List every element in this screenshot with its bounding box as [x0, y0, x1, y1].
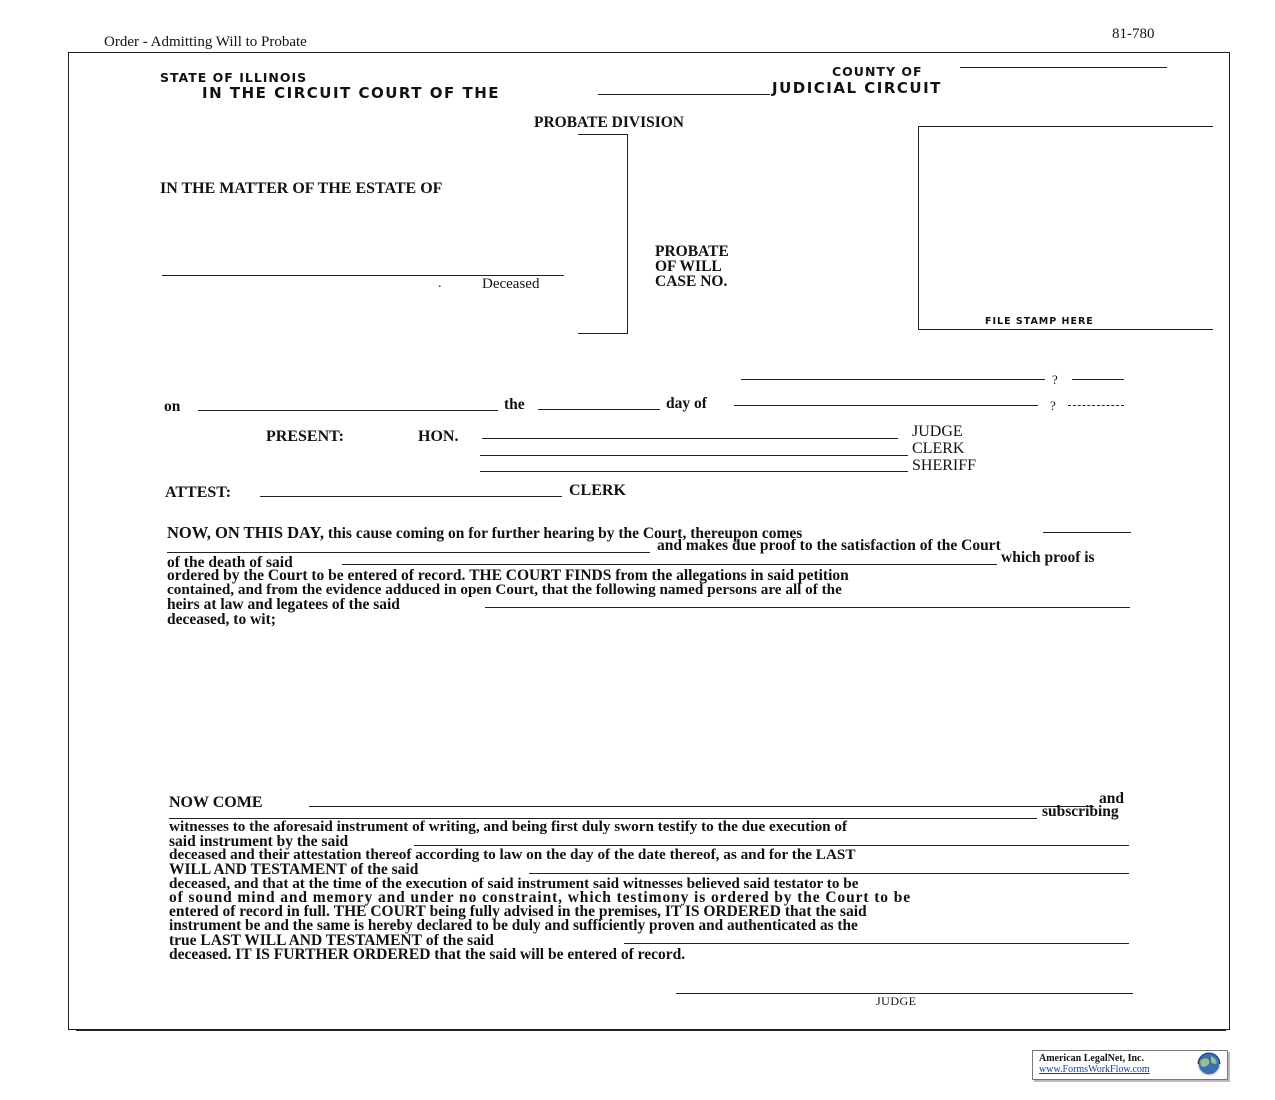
p1-text-3b: which proof is	[1001, 549, 1095, 566]
attest-label: ATTEST:	[165, 484, 232, 501]
p1-text-2: and makes due proof to the satisfaction of the Court	[657, 537, 1001, 554]
deceased-label: Deceased	[482, 276, 540, 292]
county-blank[interactable]	[960, 67, 1167, 68]
p1-text-7: deceased, to wit;	[167, 611, 276, 628]
present-label: PRESENT:	[266, 428, 344, 445]
p2-text-10	[169, 948, 685, 963]
the-label: the	[504, 396, 525, 413]
p2-text-6: of sound mind and memory and under no constraint, which testimony is ordered by the Court to be	[169, 889, 912, 906]
circuit-blank[interactable]	[598, 94, 770, 95]
p2-subscribing: subscribing	[1042, 803, 1119, 820]
p2-text-10b: IT IS FURTHER ORDERED	[235, 946, 431, 963]
p2-text-7d: IT IS ORDERED	[664, 903, 781, 920]
p2-lead: NOW COME	[169, 794, 263, 811]
date-top-blank-tail[interactable]	[1072, 379, 1124, 380]
company-url[interactable]: www.FormsWorkFlow.com	[1039, 1064, 1150, 1075]
clerk-name-blank[interactable]	[480, 455, 908, 456]
file-stamp-box[interactable]	[918, 126, 1213, 330]
day-of-label: day of	[666, 395, 707, 412]
p1-text-3a: of the death of said	[167, 554, 293, 571]
p2-text-5: deceased, and that at the time of the execution of said instrument said witnesses believed said testator to be	[169, 875, 859, 892]
year-blank[interactable]	[1068, 405, 1124, 406]
p2-and: and	[1099, 790, 1124, 807]
p2-witness-1-blank[interactable]	[309, 806, 1094, 807]
probate-line-3: CASE NO.	[655, 273, 728, 290]
dot-mark: .	[438, 276, 442, 291]
p1-petitioner-blank[interactable]	[167, 552, 650, 553]
judge-name-blank[interactable]	[482, 438, 898, 439]
p2-text-7e: that the said	[784, 903, 867, 920]
p2-text-7b: THE COURT	[333, 903, 426, 920]
caption-bracket	[578, 134, 628, 334]
sheriff-label: SHERIFF	[912, 457, 977, 474]
punct-mark-2: ?	[1050, 398, 1056, 413]
p1-comes-blank[interactable]	[1043, 532, 1131, 533]
on-label: on	[164, 398, 181, 415]
p1-heirs-blank[interactable]	[485, 607, 1130, 608]
p2-text-9b: LAST WILL AND TESTAMENT	[200, 932, 422, 949]
judge-signature-label: JUDGE	[876, 994, 917, 1008]
p2-text-4: WILL AND TESTAMENT of the said	[169, 861, 419, 878]
p1-text-4a: ordered by the Court to be entered of record.	[167, 567, 466, 584]
probate-line-2: OF WILL	[655, 258, 722, 275]
form-frame-bottom	[76, 1030, 1226, 1031]
p1-text-6: heirs at law and legatees of the said	[167, 596, 400, 613]
hon-label: HON.	[418, 428, 459, 445]
p2-text-2: said instrument by the said	[169, 833, 349, 850]
p1-text-4b: THE COURT FINDS	[469, 567, 612, 584]
p2-text-10a: deceased.	[169, 946, 232, 963]
form-number: 81-780	[1112, 26, 1155, 42]
p2-text-7c: being fully advised in the premises,	[429, 903, 662, 920]
file-stamp-label: FILE STAMP HERE	[985, 316, 1094, 327]
p2-text-10c: that the said will be entered of record.	[434, 946, 686, 963]
p2-text-9a: true	[169, 932, 197, 949]
p1-deceased-blank[interactable]	[342, 564, 997, 565]
p2-testator-2-blank[interactable]	[529, 873, 1129, 874]
p1-text-4c: from the allegations in said petition	[615, 567, 849, 584]
estate-matter-label: IN THE MATTER OF THE ESTATE OF	[160, 180, 443, 197]
sheriff-name-blank[interactable]	[480, 471, 908, 472]
p1-text-5: contained, and from the evidence adduced in open Court, that the following named persons are all of the	[167, 581, 842, 598]
company-name: American LegalNet, Inc.	[1039, 1053, 1144, 1064]
p2-text-8: instrument be and the same is hereby declared to be duly and sufficiently proven and authenticated as the	[169, 917, 858, 934]
county-label: COUNTY OF	[832, 64, 923, 79]
form-title: Order - Admitting Will to Probate	[104, 34, 307, 50]
p2-text-7a: entered of record in full.	[169, 903, 330, 920]
p1-lead: NOW, ON THIS DAY,	[167, 523, 324, 542]
p2-text-3: deceased and their attestation thereof according to law on the day of the date thereof, as and for the LAST	[169, 846, 856, 863]
attest-blank[interactable]	[260, 496, 562, 497]
judicial-circuit-label: JUDICIAL CIRCUIT	[772, 79, 942, 97]
state-label: STATE OF ILLINOIS	[160, 70, 308, 85]
p2-text-9c: of the said	[425, 932, 494, 949]
globe-icon	[1195, 1051, 1223, 1077]
publisher-logo[interactable]	[1032, 1050, 1228, 1080]
circuit-court-label: IN THE CIRCUIT COURT OF THE	[202, 84, 500, 102]
division-label: PROBATE DIVISION	[534, 114, 685, 131]
p2-testator-3-blank[interactable]	[624, 943, 1129, 944]
probate-line-1: PROBATE	[655, 243, 729, 260]
day-number-blank[interactable]	[538, 409, 660, 410]
p1-text-1: this cause coming on for further hearing by the Court, thereupon comes	[327, 525, 803, 542]
attest-clerk-label: CLERK	[569, 482, 626, 499]
clerk-label: CLERK	[912, 440, 965, 457]
judge-label: JUDGE	[912, 423, 963, 440]
date-top-blank[interactable]	[741, 379, 1045, 380]
month-blank[interactable]	[734, 405, 1038, 406]
p2-text-1: witnesses to the aforesaid instrument of writing, and being first duly sworn testify to the due execution of	[169, 818, 848, 835]
on-blank[interactable]	[198, 410, 498, 411]
punct-mark-1: ?	[1052, 372, 1058, 387]
